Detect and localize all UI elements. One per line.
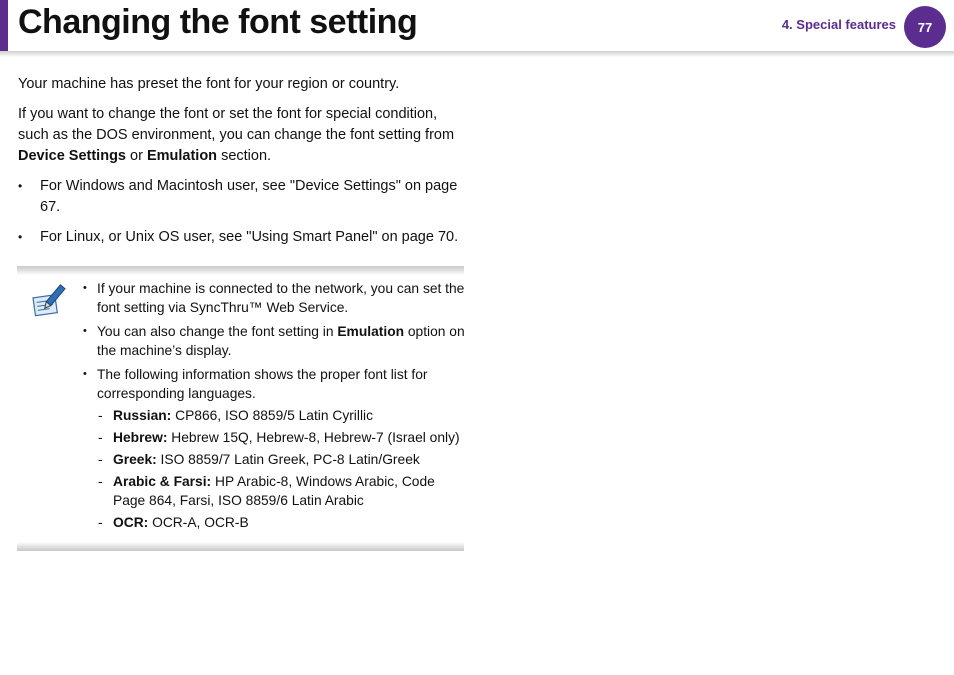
main-content (18, 74, 468, 257)
note-top-border (17, 266, 464, 275)
font-list-item: - Greek: ISO 8859/7 Latin Greek, PC-8 Latin/Greek (97, 450, 467, 469)
list-item: • If your machine is connected to the network, you can set the font setting via SyncThru™ Web Service. (83, 279, 467, 317)
note-bottom-border (17, 542, 464, 551)
emulation-term: Emulation (337, 324, 405, 339)
list-item: • You can also change the font setting in Emulation option on the machine’s display. (83, 322, 467, 360)
chapter-label[interactable]: 4. Special features (781, 17, 896, 32)
note-content (83, 279, 467, 537)
device-settings-term: Device Settings (18, 148, 126, 164)
list-item[interactable]: • For Windows and Macintosh user, see "Device Settings" on page 67. (18, 176, 468, 218)
list-item: • The following information shows the proper font list for corresponding languages. - Russian: CP866, ISO 8859/5 Latin Cyrillic - Hebrew: Hebrew 15Q, Hebrew-8, Hebrew-7 (Israel only) - Greek: ISO 8859/7 Latin Greek, PC-8 Latin/Greek - Arabic & Farsi: HP Arabic-8, Windows Arabic, Code Page 864, Farsi, ISO 8859/6 Latin Arabic - OCR: OCR-A, OCR-B (83, 365, 467, 532)
font-list-item: - Arabic & Farsi: HP Arabic-8, Windows Arabic, Code Page 864, Farsi, ISO 8859/6 Latin Arabic (97, 472, 467, 510)
page-number-badge: 77 (904, 6, 946, 48)
font-list-item: - OCR: OCR-A, OCR-B (97, 513, 467, 532)
header-divider (0, 51, 954, 57)
note-list (83, 279, 467, 532)
font-setting-paragraph: If you want to change the font or set the font for special condition, such as the DOS environment, you can change the font setting from Device Settings or Emulation section. (18, 106, 455, 164)
note-pencil-icon (27, 282, 67, 322)
os-reference-list (18, 176, 468, 248)
page-title: Changing the font setting (18, 3, 418, 41)
emulation-term: Emulation (146, 148, 218, 164)
note-box (17, 266, 464, 551)
font-list-item: - Hebrew: Hebrew 15Q, Hebrew-8, Hebrew-7 (Israel only) (97, 428, 467, 447)
title-accent-bar (0, 0, 8, 52)
font-list-item: - Russian: CP866, ISO 8859/5 Latin Cyrillic (97, 406, 467, 425)
intro-paragraph: Your machine has preset the font for your region or country. (18, 76, 400, 92)
font-language-list (97, 406, 467, 532)
list-item[interactable]: • For Linux, or Unix OS user, see "Using Smart Panel" on page 70. (18, 227, 468, 248)
